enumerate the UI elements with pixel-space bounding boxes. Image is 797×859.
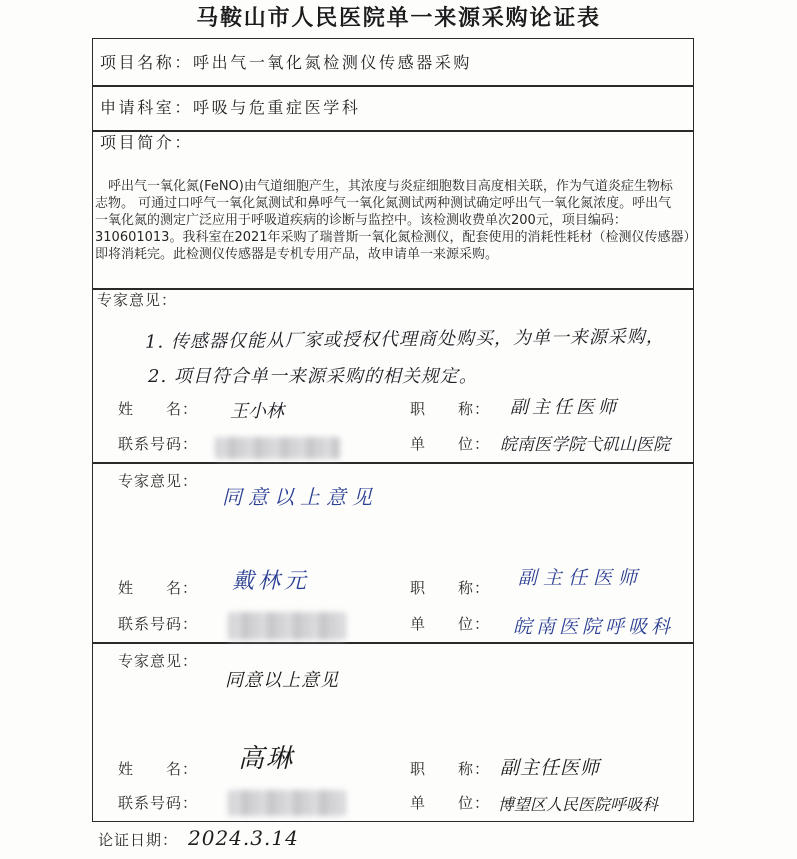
expert-name-signature: 高琳 (238, 744, 295, 774)
expert-name-label: 姓 名： (118, 760, 199, 778)
expert-opinion-handwriting: 2. 项目符合单一来源采购的相关规定。 (148, 366, 478, 387)
row-divider (92, 130, 694, 132)
project-intro-label: 项目简介： (100, 133, 194, 152)
project-name-label: 项目名称： (100, 53, 194, 72)
phone-redacted (215, 437, 340, 459)
expert-unit-label: 单 位： (410, 615, 491, 633)
expert-unit-label: 单 位： (410, 794, 491, 812)
expert-opinion-label: 专家意见： (118, 472, 199, 490)
expert-opinion-handwriting: 1. 传感器仅能从厂家或授权代理商处购买，为单一来源采购， (144, 326, 665, 353)
row-divider (92, 288, 694, 290)
row-divider (92, 642, 694, 644)
expert-opinion-handwriting: 同意以上意见 (225, 670, 339, 691)
row-divider (92, 85, 694, 87)
department-label: 申请科室： (100, 98, 194, 117)
row-divider (92, 462, 694, 464)
date-handwriting: 2024.3.14 (188, 826, 299, 850)
expert-name-label: 姓 名： (118, 400, 199, 418)
intro-line: 即将消耗完。此检测仪传感器是专机专用产品，故申请单一来源采购。 (95, 247, 499, 262)
intro-line: 呼出气一氧化氮(FeNO)由气道细胞产生，其浓度与炎症细胞数目高度相关联，作为气道炎症生物标 (108, 179, 673, 194)
intro-line: 志物。 可通过口呼气一氧化氮测试和鼻呼气一氧化氮测试两种测试确定呼出气一氧化氮浓度。呼出气 (95, 196, 672, 211)
expert-unit-handwriting: 皖南医院呼吸科 (513, 616, 675, 638)
expert-title-label: 职 称： (410, 760, 491, 778)
project-name-value: 呼出气一氧化氮检测仪传感器采购 (193, 53, 473, 72)
expert-phone-label: 联系号码： (118, 794, 199, 812)
expert-title-handwriting: 副主任医师 (510, 397, 620, 418)
expert-unit-handwriting: 博望区人民医院呼吸科 (498, 795, 659, 814)
phone-redacted (228, 612, 346, 640)
expert-title-handwriting: 副主任医师 (518, 567, 644, 589)
expert-opinion-handwriting: 同意以上意见 (222, 485, 378, 509)
intro-line: 310601013。我科室在2021年采购了瑞普斯一氧化氮检测仪，配套使用的消耗性耗材（检测仪传感器） (95, 230, 697, 245)
expert-title-label: 职 称： (410, 579, 491, 597)
department-row (100, 98, 360, 118)
expert-title-handwriting: 副主任医师 (500, 757, 601, 779)
project-name-row (100, 53, 472, 73)
expert-title-label: 职 称： (410, 400, 491, 418)
form-title: 马鞍山市人民医院单一来源采购论证表 (196, 5, 601, 31)
intro-line: 一氧化氮的测定广泛应用于呼吸道疾病的诊断与监控中。该检测收费单次200元，项目编码： (95, 213, 627, 228)
department-value: 呼吸与危重症医学科 (193, 98, 361, 117)
expert-name-label: 姓 名： (118, 579, 199, 597)
expert-opinion-label: 专家意见： (97, 291, 178, 309)
expert-phone-label: 联系号码： (118, 615, 199, 633)
expert-opinion-label: 专家意见： (118, 652, 199, 670)
expert-phone-label: 联系号码： (118, 435, 199, 453)
expert-name-signature: 戴林元 (232, 569, 311, 594)
expert-name-signature: 王小林 (230, 401, 284, 422)
date-label: 论证日期： (98, 831, 179, 849)
form-table (92, 38, 694, 822)
expert-unit-label: 单 位： (410, 435, 491, 453)
phone-redacted (228, 790, 346, 816)
expert-unit-handwriting: 皖南医学院弋矶山医院 (500, 435, 670, 455)
